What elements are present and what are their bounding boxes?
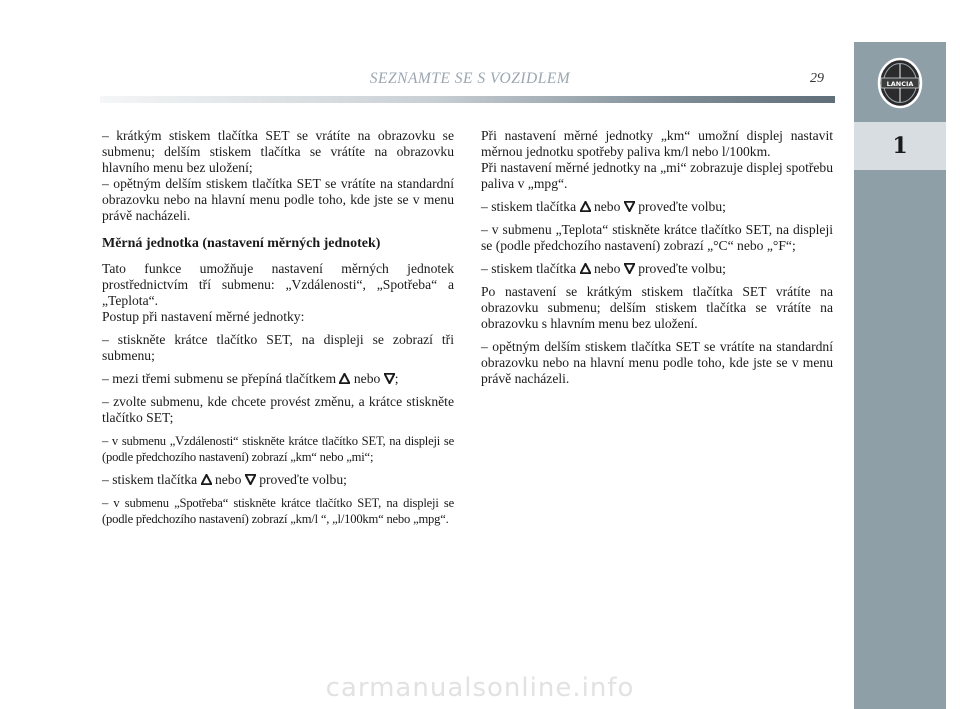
- text: – mezi třemi submenu se přepíná tlačítkem: [102, 371, 337, 386]
- paragraph: [102, 472, 454, 488]
- text: proveďte volbu;: [638, 261, 726, 276]
- paragraph: [481, 199, 833, 215]
- logo-text: LANCIA: [886, 80, 914, 88]
- text: nebo: [593, 261, 621, 276]
- paragraph: – v submenu „Vzdálenosti“ stiskněte krátce tlačítko SET, na displeji se (podle předchozího nastavení) zobrazí „km“ nebo „mi“;: [102, 434, 454, 464]
- paragraph: – zvolte submenu, kde chcete provést změnu, a krátce stiskněte tlačítko SET;: [102, 394, 454, 425]
- page-number: 29: [810, 71, 824, 86]
- lancia-logo-icon: [854, 54, 946, 112]
- down-arrow-icon: [624, 263, 635, 274]
- header-rule: [100, 96, 835, 103]
- watermark: carmanualsonline.info: [325, 673, 635, 703]
- paragraph: [481, 261, 833, 277]
- chapter-tab[interactable]: 1: [854, 122, 946, 170]
- text: nebo: [353, 371, 381, 386]
- paragraph: – v submenu „Teplota“ stiskněte krátce tlačítko SET, na displeji se (podle předchozího nastavení) zobrazí „°C“ nebo „°F“;: [481, 222, 833, 253]
- right-column: [481, 128, 833, 394]
- paragraph: – opětným delším stiskem tlačítka SET se vrátíte na standardní obrazovku nebo na hlavní menu podle toho, kde jste se v menu právě nacházeli.: [102, 176, 454, 223]
- paragraph: – opětným delším stiskem tlačítka SET se vrátíte na standardní obrazovku nebo na hlavní menu podle toho, kde jste se v menu právě nacházeli.: [481, 339, 833, 386]
- paragraph: Při nastavení měrné jednotky na „mi“ zobrazuje displej spotřebu paliva v „mpg“.: [481, 160, 833, 191]
- down-arrow-icon: [384, 373, 395, 384]
- text: nebo: [214, 472, 242, 487]
- paragraph: [102, 371, 454, 387]
- paragraph: – stiskněte krátce tlačítko SET, na displeji se zobrazí tři submenu;: [102, 332, 454, 363]
- paragraph: Při nastavení měrné jednotky „km“ umožní displej nastavit měrnou jednotku spotřeby paliva km/l nebo l/100km.: [481, 128, 833, 159]
- text: ;: [394, 371, 399, 386]
- down-arrow-icon: [245, 474, 256, 485]
- paragraph: – v submenu „Spotřeba“ stiskněte krátce tlačítko SET, na displeji se (podle předchozího nastavení) zobrazí „km/l “, „l/100km“ nebo „mpg“.: [102, 496, 454, 526]
- up-arrow-icon: [580, 201, 591, 212]
- up-arrow-icon: [580, 263, 591, 274]
- text: proveďte volbu;: [259, 472, 347, 487]
- text: – stiskem tlačítka: [481, 261, 577, 276]
- down-arrow-icon: [624, 201, 635, 212]
- section-heading: Měrná jednotka (nastavení měrných jednotek): [102, 236, 381, 251]
- running-header-title: SEZNAMTE SE S VOZIDLEM: [369, 70, 571, 87]
- paragraph: Postup při nastavení měrné jednotky:: [102, 309, 305, 324]
- left-column: [102, 128, 454, 534]
- up-arrow-icon: [339, 373, 350, 384]
- paragraph: Tato funkce umožňuje nastavení měrných jednotek prostřednictvím tří submenu: „Vzdálenosti“, „Spotřeba“ a „Teplota“.: [102, 261, 454, 308]
- paragraph: Po nastavení se krátkým stiskem tlačítka SET vrátíte na obrazovku submenu; delším stiskem tlačítka se vrátíte na obrazovku s hlavním menu bez uložení.: [481, 284, 833, 331]
- text: – stiskem tlačítka: [481, 199, 577, 214]
- up-arrow-icon: [201, 474, 212, 485]
- text: proveďte volbu;: [638, 199, 726, 214]
- paragraph: – krátkým stiskem tlačítka SET se vrátíte na obrazovku se submenu; delším stiskem tlačítka se vrátíte na obrazovku hlavního menu bez uložení;: [102, 128, 454, 175]
- text: – stiskem tlačítka: [102, 472, 198, 487]
- text: nebo: [593, 199, 621, 214]
